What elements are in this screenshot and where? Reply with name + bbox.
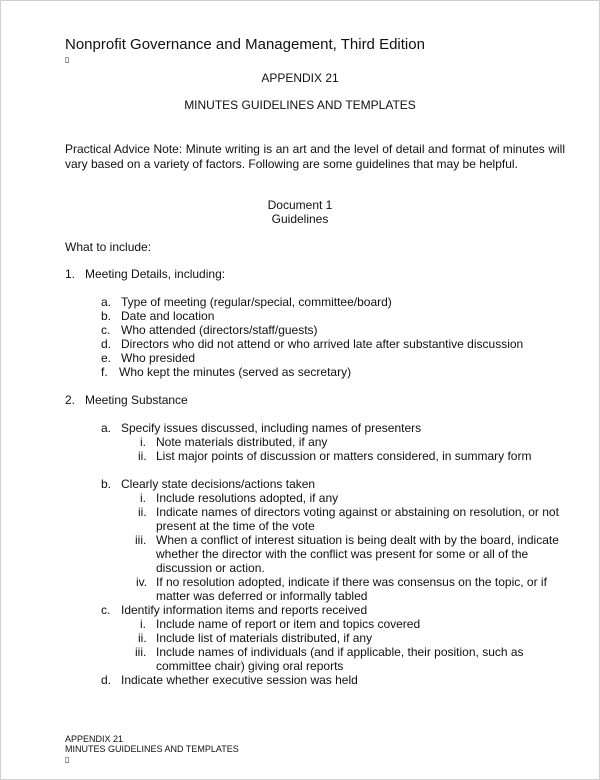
- list-item: Who presided: [121, 351, 196, 365]
- section-1-marker: 1.: [65, 267, 76, 281]
- header-glyph: ▯: [65, 55, 70, 64]
- list-marker: d.: [101, 673, 112, 687]
- sublist-item: If no resolution adopted, indicate if there was consensus on the topic, or if matter was deferred or informally tabled: [156, 575, 547, 603]
- sublist-marker: i.: [140, 617, 146, 631]
- sublist-item: List major points of discussion or matters considered, in summary form: [156, 449, 532, 463]
- list-marker: e.: [101, 351, 112, 365]
- practical-advice-note: Practical Advice Note: Minute writing is an art and the level of detail and format of minutes will vary based on a variety of factors. Following are some guidelines that may be helpful.: [65, 142, 565, 171]
- sublist-marker: ii.: [138, 449, 147, 463]
- sublist-item: Include name of report or item and topics covered: [156, 617, 421, 631]
- appendix-title: MINUTES GUIDELINES AND TEMPLATES: [184, 98, 416, 112]
- section-2-title: Meeting Substance: [85, 393, 188, 407]
- footer-appendix-title: MINUTES GUIDELINES AND TEMPLATES: [65, 744, 239, 754]
- list-item: Type of meeting (regular/special, committee/board): [121, 295, 392, 309]
- sublist-item: Include resolutions adopted, if any: [156, 491, 339, 505]
- list-marker: b.: [101, 309, 112, 323]
- sublist-item: Indicate names of directors voting against or abstaining on resolution, or not present at the time of the vote: [156, 505, 559, 533]
- sublist-marker: iv.: [136, 575, 148, 589]
- list-item: Specify issues discussed, including names of presenters: [121, 421, 422, 435]
- sublist-marker: ii.: [138, 631, 147, 645]
- appendix-number: APPENDIX 21: [261, 71, 339, 85]
- sublist-item: Include names of individuals (and if applicable, their position, such as committee chair) giving oral reports: [156, 645, 524, 673]
- footer-appendix-number: APPENDIX 21: [65, 734, 124, 744]
- list-marker: d.: [101, 337, 112, 351]
- sublist-marker: i.: [140, 435, 146, 449]
- sublist-item: Include list of materials distributed, if any: [156, 631, 373, 645]
- list-item: Who kept the minutes (served as secretary): [119, 365, 352, 379]
- sublist-marker: ii.: [138, 505, 147, 519]
- sublist-item: When a conflict of interest situation is being dealt with by the board, indicate whether the director with the conflict was present for some or all of the discussion or action.: [156, 533, 559, 575]
- list-marker: c.: [101, 323, 111, 337]
- list-item: Identify information items and reports received: [121, 603, 368, 617]
- footer-glyph: ▯: [65, 755, 70, 764]
- section-1-title: Meeting Details, including:: [85, 267, 226, 281]
- list-item: Indicate whether executive session was held: [121, 673, 358, 687]
- list-item: Clearly state decisions/actions taken: [121, 477, 316, 491]
- sublist-marker: iii.: [135, 533, 147, 547]
- section-2-marker: 2.: [65, 393, 76, 407]
- document-heading: Document 1: [267, 198, 333, 212]
- sublist-marker: iii.: [135, 645, 147, 659]
- list-item: Who attended (directors/staff/guests): [121, 323, 318, 337]
- sublist-item: Note materials distributed, if any: [156, 435, 328, 449]
- book-title: Nonprofit Governance and Management, Third Edition: [65, 36, 425, 53]
- list-item: Date and location: [121, 309, 215, 323]
- list-item: Directors who did not attend or who arrived late after substantive discussion: [121, 337, 524, 351]
- list-marker: f.: [101, 365, 108, 379]
- list-marker: c.: [101, 603, 111, 617]
- intro-text: What to include:: [65, 240, 152, 254]
- sublist-marker: i.: [140, 491, 146, 505]
- list-marker: a.: [101, 421, 112, 435]
- list-marker: b.: [101, 477, 112, 491]
- list-marker: a.: [101, 295, 112, 309]
- document-subheading: Guidelines: [271, 212, 329, 226]
